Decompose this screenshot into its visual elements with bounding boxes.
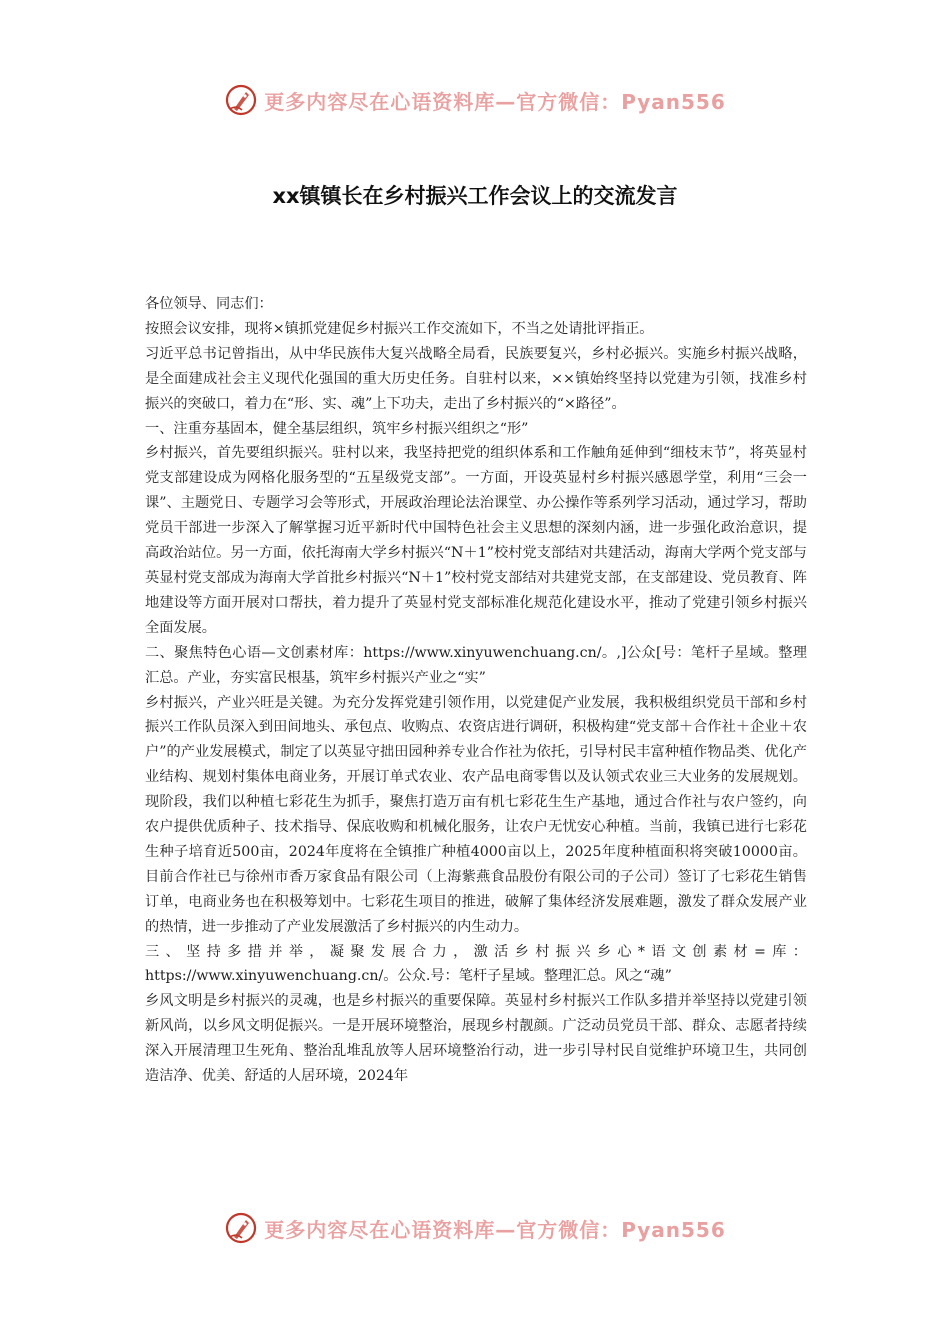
document-body: [145, 292, 807, 1089]
paragraph-background: 习近平总书记曾指出，从中华民族伟大复兴战略全局看，民族要复兴，乡村必振兴。实施乡村振兴战略，是全面建成社会主义现代化强国的重大历史任务。自驻村以来，××镇始终坚持以党建为引领，找准乡村振兴的突破口，着力在“形、实、魂”上下功夫，走出了乡村振兴的“×路径”。: [145, 345, 807, 412]
banner-text: 更多内容尽在心语资料库—官方微信：Pyan556: [264, 89, 726, 114]
section-heading-3: 三、坚持多措并举，凝聚发展合力，激活乡村振兴乡心*语文创素材=库：https://www.xinyuwenchuang.cn/。公众.号：笔杆子星域。整理汇总。风之“魂”: [145, 943, 807, 985]
pen-nib-logo-icon: [224, 83, 258, 117]
document-title: xx镇镇长在乡村振兴工作会议上的交流发言: [272, 184, 678, 208]
section-heading-2: 二、聚焦特色心语—文创素材库：https://www.xinyuwenchuang.cn/。,]公众[号：笔杆子星域。整理汇总。产业，夯实富民根基，筑牢乡村振兴产业之“实”: [145, 644, 807, 686]
banner-text: 更多内容尽在心语资料库—官方微信：Pyan556: [264, 1217, 726, 1242]
paragraph-salutation: 各位领导、同志们：: [145, 296, 273, 312]
pen-nib-logo-icon: [224, 1211, 258, 1245]
paragraph-section-3: 乡风文明是乡村振兴的灵魂，也是乡村振兴的重要保障。英显村乡村振兴工作队多措并举坚持以党建引领新风尚，以乡风文明促振兴。一是开展环境整治，展现乡村靓颜。广泛动员党员干部、群众、志愿者持续深入开展清理卫生死角、整治乱堆乱放等人居环境整治行动，进一步引导村民自觉维护环境卫生，共同创造洁净、优美、舒适的人居环境，2024年: [145, 993, 807, 1085]
section-heading-1: 一、注重夯基固本，健全基层组织，筑牢乡村振兴组织之“形”: [145, 420, 529, 437]
footer-watermark-banner: [0, 1208, 950, 1248]
paragraph-intro: 按照会议安排，现将×镇抓党建促乡村振兴工作交流如下，不当之处请批评指正。: [145, 320, 654, 337]
header-watermark-banner: [0, 80, 950, 120]
paragraph-section-1: 乡村振兴，首先要组织振兴。驻村以来，我坚持把党的组织体系和工作触角延伸到“细枝末节”，将英显村党支部建设成为网格化服务型的“五星级党支部”。一方面，开设英显村乡村振兴感恩学堂，利用“三会一课”、主题党日、专题学习会等形式，开展政治理论法治课堂、办公操作等系列学习活动，通过学习，帮助党员干部进一步深入了解掌握习近平新时代中国特色社会主义思想的深刻内涵，进一步强化政治意识，提高政治站位。另一方面，依托海南大学乡村振兴“N＋1”校村党支部结对共建活动，海南大学两个党支部与英显村党支部成为海南大学首批乡村振兴“N＋1”校村党支部结对共建党支部，在支部建设、党员教育、阵地建设等方面开展对口帮扶，着力提升了英显村党支部标准化规范化建设水平，推动了党建引领乡村振兴全面发展。: [145, 445, 807, 636]
paragraph-section-2: 乡村振兴，产业兴旺是关键。为充分发挥党建引领作用，以党建促产业发展，我积极组织党员干部和乡村振兴工作队员深入到田间地头、承包点、收购点、农资店进行调研，积极构建“党支部＋合作社＋企业＋农户”的产业发展模式，制定了以英显守拙田园种养专业合作社为依托，引导村民丰富种植作物品类、优化产业结构、规划村集体电商业务，开展订单式农业、农产品电商零售以及认领式农业三大业务的发展规划。现阶段，我们以种植七彩花生为抓手，聚焦打造万亩有机七彩花生生产基地，通过合作社与农户签约，向农户提供优质种子、技术指导、保底收购和机械化服务，让农户无忧安心种植。当前，我镇已进行七彩花生种子培育近500亩，2024年度将在全镇推广种植4000亩以上，2025年度种植面积将突破10000亩。目前合作社已与徐州市香万家食品有限公司（上海紫燕食品股份有限公司的子公司）签订了七彩花生销售订单，电商业务也在积极筹划中。七彩花生项目的推进，破解了集体经济发展难题，激发了群众发展产业的热情，进一步推动了产业发展激活了乡村振兴的内生动力。: [145, 694, 807, 935]
